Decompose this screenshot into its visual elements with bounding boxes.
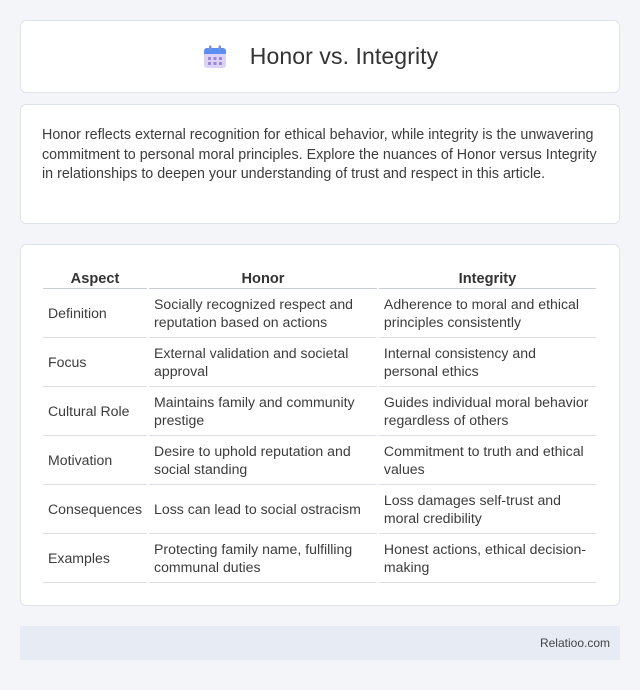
table-row [43,387,596,436]
cell-honor: Socially recognized respect and reputation based on actions [149,289,377,338]
footer [20,626,620,660]
table-row [43,534,596,583]
cell-honor: Desire to uphold reputation and social standing [149,436,377,485]
cell-aspect: Focus [43,338,147,387]
cell-integrity: Commitment to truth and ethical values [379,436,596,485]
table-row [43,436,596,485]
intro-text: Honor reflects external recognition for ethical behavior, while integrity is the unwavering commitment to personal moral principles. Explore the nuances of Honor versus Integrity in relationships to deepen your understanding of trust and respect in this article. [42,127,597,182]
table-header-row [43,265,596,289]
table-row [43,289,596,338]
cell-integrity: Adherence to moral and ethical principles consistently [379,289,596,338]
cell-integrity: Guides individual moral behavior regardless of others [379,387,596,436]
cell-aspect: Examples [43,534,147,583]
cell-honor: Maintains family and community prestige [149,387,377,436]
header-integrity: Integrity [379,265,596,289]
cell-aspect: Consequences [43,485,147,534]
cell-integrity: Loss damages self-trust and moral credibility [379,485,596,534]
header-honor: Honor [149,265,377,289]
footer-brand[interactable]: Relatioo.com [539,636,610,650]
intro-card [20,104,620,224]
table-row [43,338,596,387]
cell-integrity: Internal consistency and personal ethics [379,338,596,387]
cell-aspect: Motivation [43,436,147,485]
header-aspect: Aspect [43,265,147,289]
table-row [43,485,596,534]
cell-integrity: Honest actions, ethical decision-making [379,534,596,583]
cell-honor: Protecting family name, fulfilling communal duties [149,534,377,583]
title-card [20,20,620,93]
calendar-icon [202,44,228,70]
cell-honor: External validation and societal approval [149,338,377,387]
page-title: Honor vs. Integrity [249,43,439,69]
cell-aspect: Definition [43,289,147,338]
comparison-card [20,244,620,606]
title-wrap [202,43,439,70]
cell-aspect: Cultural Role [43,387,147,436]
comparison-table [41,265,598,583]
cell-honor: Loss can lead to social ostracism [149,485,377,534]
